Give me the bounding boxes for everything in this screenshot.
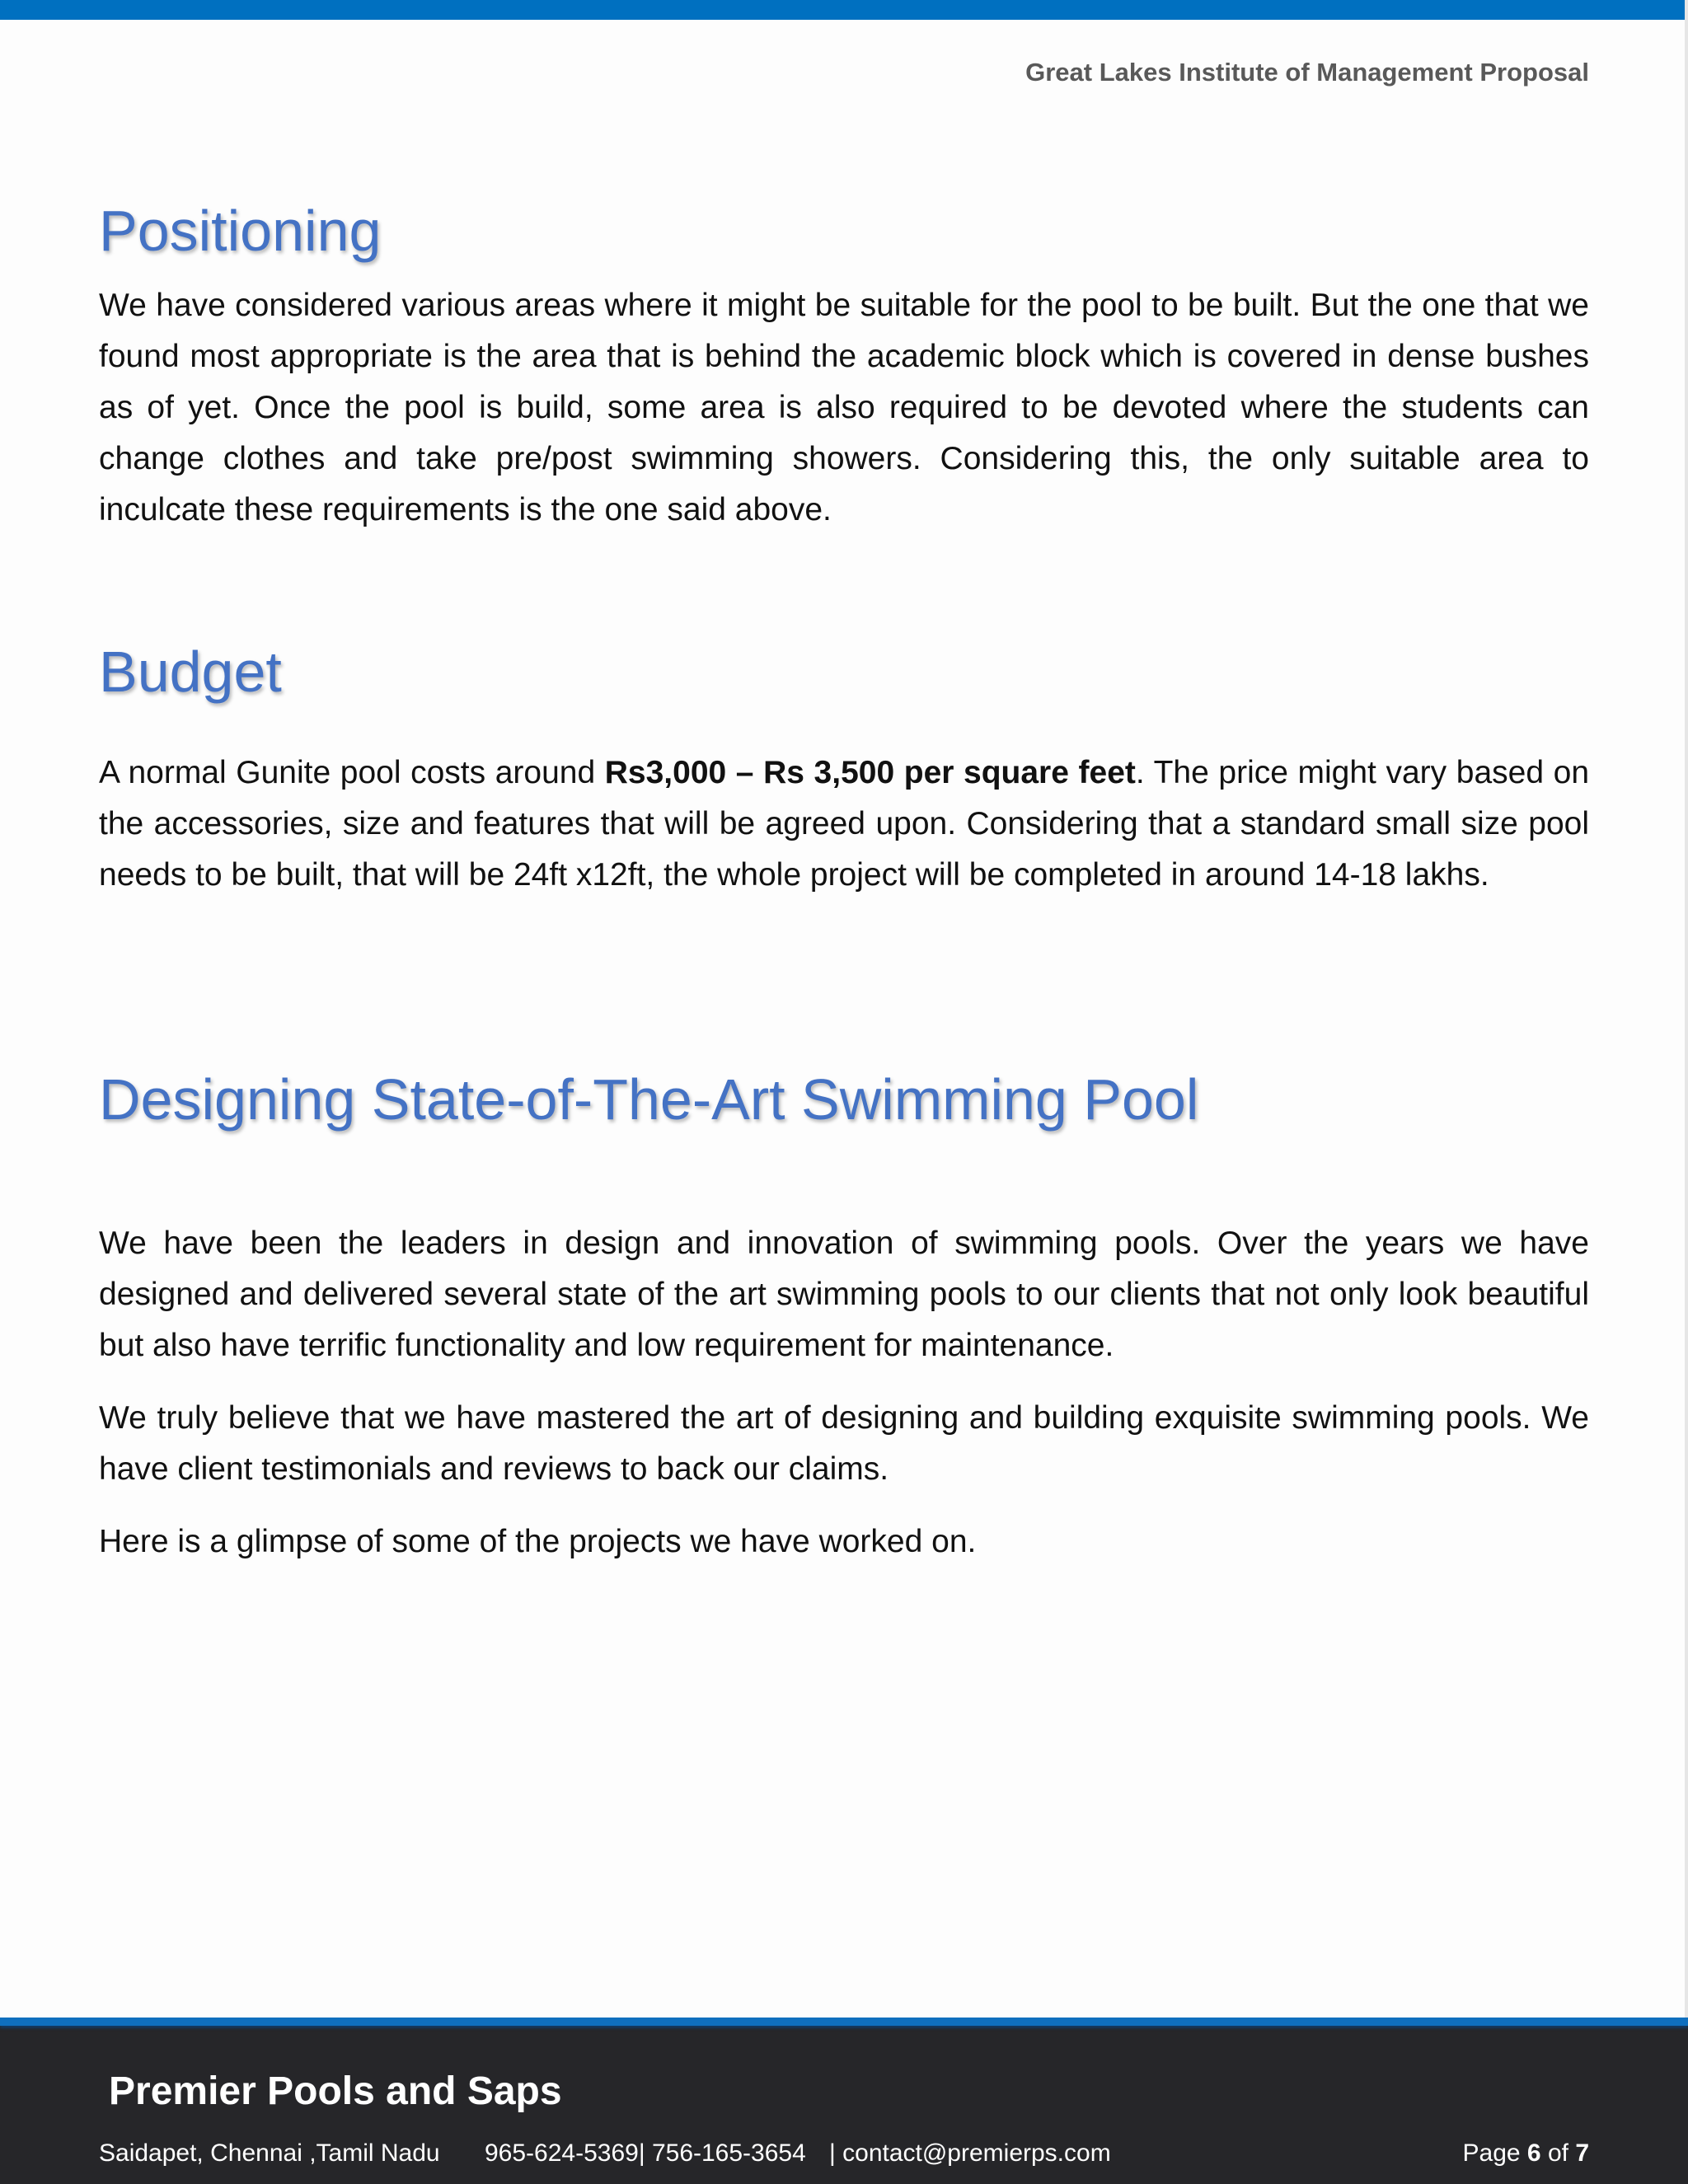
top-accent-bar (0, 0, 1688, 20)
designing-paragraph-2: We truly believe that we have mastered the art of designing and building exquisite swimming pools. We have client testimonials and reviews to back our claims. (99, 1400, 1589, 1487)
page-footer (0, 2018, 1688, 2184)
document-header-title: Great Lakes Institute of Management Proposal (1025, 58, 1589, 87)
page-number (1463, 2139, 1589, 2168)
designing-paragraph-3: Here is a glimpse of some of the projects we have worked on. (99, 1524, 977, 1559)
footer-accent-stripe (0, 2018, 1688, 2026)
page-current: 6 (1526, 2139, 1541, 2167)
section-heading-positioning: Positioning (99, 199, 382, 263)
budget-text-suffix: . The price might vary based on the accessories, size and features that will be agreed upon. Considering that a standard small size pool needs to be built, that will be 24ft x12ft, the whole project will be completed in around 14-18 lakhs. (99, 755, 1590, 893)
page-edge (1685, 0, 1688, 2184)
page-label: Page (1462, 2139, 1527, 2167)
section-heading-designing: Designing State-of-The-Art Swimming Pool (99, 1067, 1199, 1132)
footer-email: | contact@premierps.com (829, 2139, 1111, 2167)
footer-phone-numbers: 965-624-5369| 756-165-3654 (485, 2139, 806, 2167)
positioning-paragraph: We have considered various areas where it might be suitable for the pool to be built. But the one that we found most appropriate is the area that is behind the academic block which is covered in dense bushes as of yet. Once the pool is build, some area is also required to be devoted where the students can change clothes and take pre/post swimming showers. Considering this, the only suitable area to inculcate these requirements is the one said above. (99, 288, 1589, 527)
designing-paragraph-1: We have been the leaders in design and innovation of swimming pools. Over the years we have designed and delivered several state of the art swimming pools to our clients that not only look beautiful but also have terrific functionality and low requirement for maintenance. (99, 1226, 1589, 1363)
page-total: 7 (1575, 2139, 1589, 2167)
footer-company-name: Premier Pools and Saps (109, 2069, 562, 2113)
page-of: of (1540, 2139, 1576, 2167)
budget-paragraph (99, 748, 1589, 901)
footer-address: Saidapet, Chennai ,Tamil Nadu (99, 2139, 440, 2167)
budget-price-highlight: Rs3,000 – Rs 3,500 per square feet (604, 755, 1136, 790)
budget-text-prefix: A normal Gunite pool costs around (99, 755, 605, 790)
section-heading-budget: Budget (99, 640, 282, 704)
